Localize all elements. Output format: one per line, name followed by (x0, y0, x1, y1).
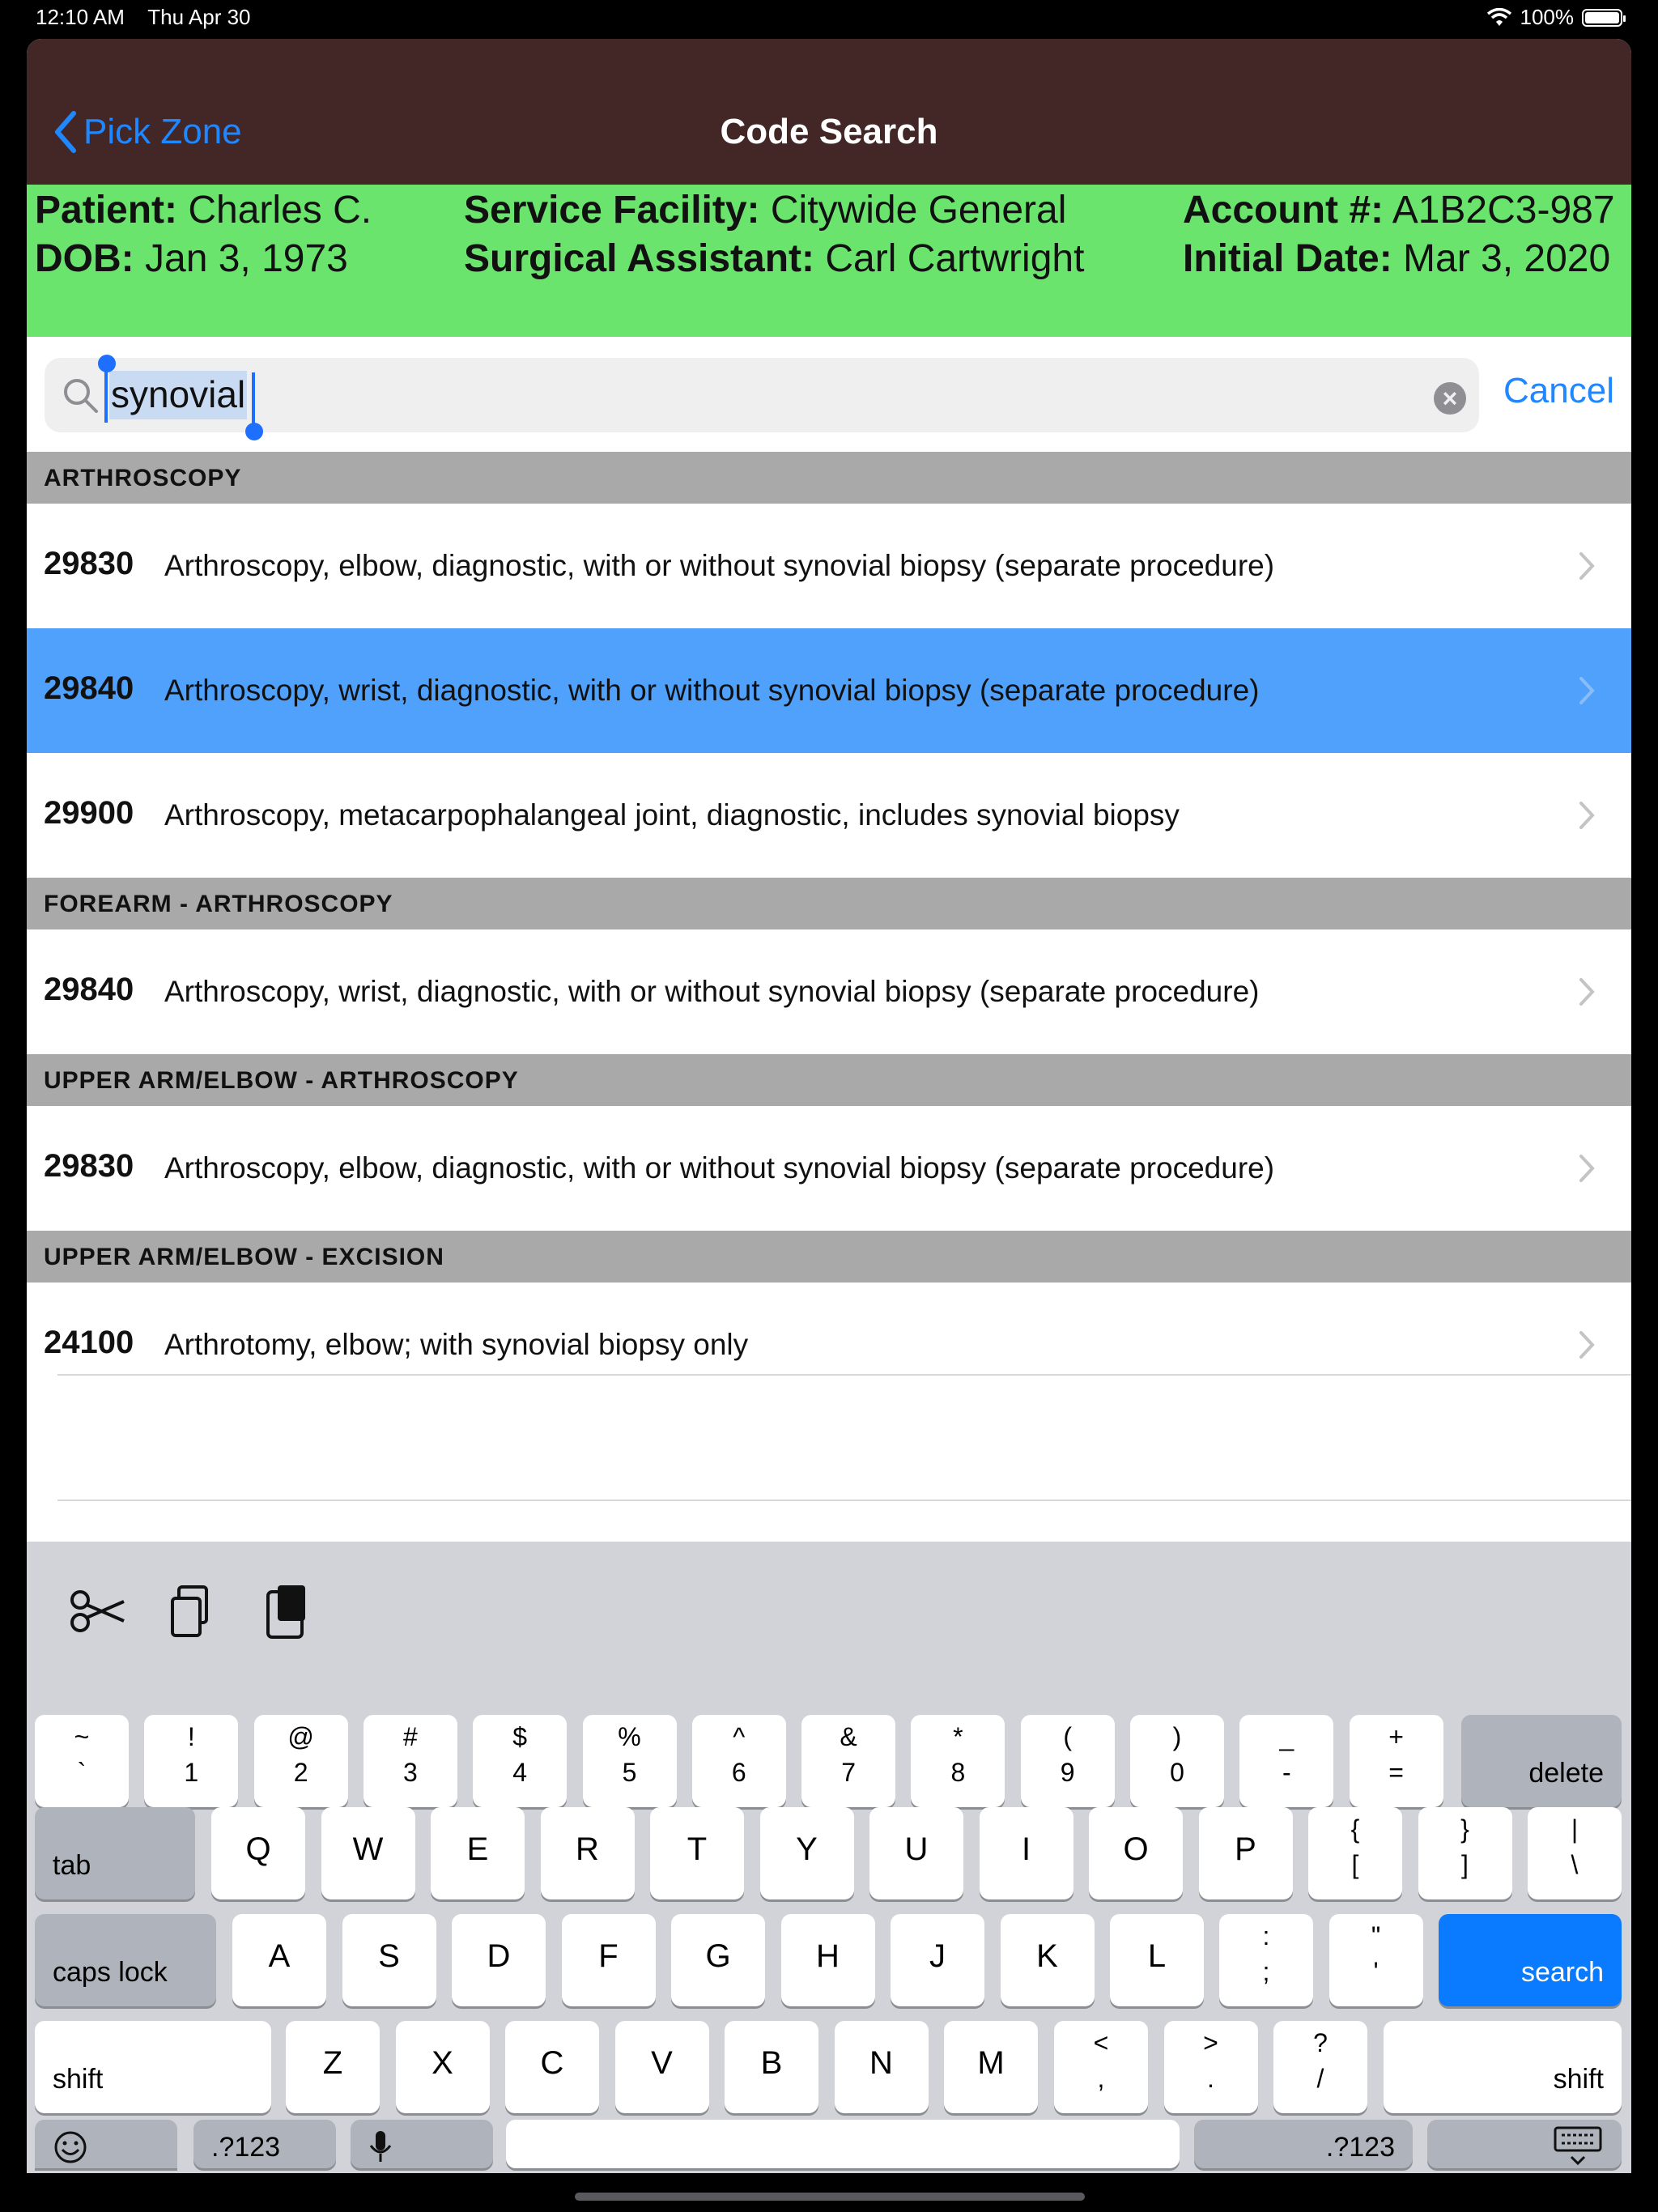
row-separator (57, 1374, 1631, 1376)
key-label: X (432, 2045, 453, 2081)
search-icon (61, 376, 100, 415)
code-description: Arthroscopy, elbow, diagnostic, with or without synovial biopsy (separate procedure) (164, 1151, 1275, 1185)
key-label: R (576, 1831, 599, 1867)
key-v[interactable] (615, 2021, 709, 2113)
patient-info-banner (27, 185, 1631, 337)
key-3[interactable] (363, 1715, 457, 1807)
key-symbol[interactable] (1308, 1807, 1402, 1899)
patient-column (35, 186, 372, 283)
key-label: ' (1373, 1957, 1379, 1986)
tab-key[interactable] (35, 1807, 195, 1899)
section-header (27, 452, 1631, 504)
key-label: = (1388, 1758, 1404, 1787)
key-label: search (1520, 1957, 1604, 1988)
list-item-selected[interactable] (27, 628, 1631, 753)
key-label: S (378, 1938, 400, 1974)
key-label: 7 (841, 1758, 856, 1787)
key-0[interactable] (1130, 1715, 1224, 1807)
assistant-value: Carl Cartwright (825, 237, 1085, 280)
code-description: Arthroscopy, elbow, diagnostic, with or without synovial biopsy (separate procedure) (164, 549, 1275, 582)
key-label: % (618, 1722, 641, 1751)
facility-column (464, 186, 1084, 283)
key-label: W (352, 1831, 384, 1867)
status-time: 12:10 AM (36, 5, 125, 29)
key-d[interactable] (452, 1914, 546, 2006)
key-label: 9 (1060, 1758, 1075, 1787)
key-label: A (268, 1938, 291, 1974)
microphone-icon (368, 2129, 393, 2165)
key-q[interactable] (211, 1807, 305, 1899)
key-label: 6 (731, 1758, 746, 1787)
key-label: C (540, 2045, 564, 2081)
key-1[interactable] (144, 1715, 238, 1807)
key-a[interactable] (232, 1914, 326, 2006)
initial-date-label: Initial Date: (1183, 237, 1392, 280)
key-h[interactable] (781, 1914, 875, 2006)
emoji-key[interactable] (35, 2120, 177, 2168)
key-s[interactable] (342, 1914, 436, 2006)
key-g[interactable] (671, 1914, 765, 2006)
numbers-key-right[interactable] (1194, 2120, 1413, 2168)
status-time-date (36, 5, 251, 30)
key-label: .?123 (1325, 2132, 1395, 2163)
key-label: ) (1172, 1722, 1182, 1751)
list-item[interactable] (27, 1106, 1631, 1231)
key-r[interactable] (541, 1807, 635, 1899)
key-u[interactable] (869, 1807, 963, 1899)
code-description: Arthroscopy, wrist, diagnostic, with or without synovial biopsy (separate procedure) (164, 674, 1260, 707)
key-label: O (1123, 1831, 1149, 1867)
account-column (1183, 186, 1615, 283)
key-label: $ (512, 1722, 528, 1751)
paste-icon[interactable] (255, 1579, 320, 1644)
chevron-right-icon (1578, 976, 1596, 1007)
key-8[interactable] (911, 1715, 1005, 1807)
section-header-label: FOREARM - ARTHROSCOPY (44, 891, 393, 917)
key-label: 1 (184, 1758, 199, 1787)
status-bar (0, 0, 1658, 37)
key-label: 2 (293, 1758, 308, 1787)
key-5[interactable] (583, 1715, 677, 1807)
key-label: [ (1351, 1850, 1359, 1879)
key-symbol[interactable] (1054, 2021, 1148, 2113)
key-label: ` (77, 1758, 87, 1787)
scissors-icon[interactable] (67, 1579, 132, 1644)
search-input[interactable] (45, 358, 1479, 432)
home-indicator[interactable] (575, 2193, 1085, 2201)
chevron-right-icon (1578, 1329, 1596, 1360)
key-label: .?123 (211, 2132, 281, 2163)
key-label: Z (322, 2045, 343, 2081)
section-header (27, 878, 1631, 929)
key-symbol[interactable] (1528, 1807, 1622, 1899)
navigation-bar (27, 39, 1631, 185)
key-c[interactable] (505, 2021, 599, 2113)
key-n[interactable] (835, 2021, 929, 2113)
key-label: H (816, 1938, 840, 1974)
list-item[interactable] (27, 1283, 1631, 1407)
selection-end-handle[interactable] (252, 372, 255, 429)
account-value: A1B2C3-987 (1392, 189, 1615, 232)
key--[interactable] (1239, 1715, 1333, 1807)
key-label: & (840, 1722, 857, 1751)
key-k[interactable] (1001, 1914, 1095, 2006)
code-description: Arthroscopy, metacarpophalangeal joint, diagnostic, includes synovial biopsy (164, 798, 1180, 832)
patient-value: Charles C. (188, 189, 372, 232)
code-number: 29830 (44, 1148, 134, 1184)
key-label: N (869, 2045, 893, 2081)
code-number: 24100 (44, 1325, 134, 1360)
key-symbol[interactable] (1273, 2021, 1367, 2113)
page-title: Code Search (720, 112, 938, 151)
section-header (27, 1231, 1631, 1283)
initial-date-value: Mar 3, 2020 (1403, 237, 1611, 280)
battery-percent: 100% (1520, 5, 1574, 29)
code-number: 29840 (44, 972, 134, 1007)
key-label: - (1282, 1758, 1291, 1787)
chevron-right-icon (1578, 675, 1596, 706)
key-l[interactable] (1110, 1914, 1204, 2006)
key-label: } (1460, 1814, 1469, 1844)
key-w[interactable] (321, 1807, 415, 1899)
dob-value: Jan 3, 1973 (145, 237, 348, 280)
status-date: Thu Apr 30 (147, 5, 251, 29)
key-f[interactable] (562, 1914, 656, 2006)
key-label: { (1350, 1814, 1360, 1844)
key-label: ^ (733, 1722, 746, 1751)
key-label: ! (187, 1722, 195, 1751)
key-label: / (1316, 2064, 1324, 2093)
back-button-label: Pick Zone (83, 112, 242, 151)
section-header (27, 1054, 1631, 1106)
code-description: Arthrotomy, elbow; with synovial biopsy only (164, 1328, 749, 1361)
key-symbol[interactable] (1329, 1914, 1423, 2006)
search-query-text[interactable]: synovial (109, 371, 247, 419)
key-label: _ (1279, 1722, 1295, 1751)
key-label: Q (245, 1831, 271, 1867)
key-label: L (1147, 1938, 1167, 1974)
numbers-key[interactable] (193, 2120, 336, 2168)
wifi-icon (1486, 8, 1512, 28)
list-item[interactable] (27, 753, 1631, 878)
key-label: D (487, 1938, 511, 1974)
key-label: J (929, 1938, 946, 1974)
status-right (1486, 5, 1623, 30)
battery-icon (1582, 9, 1622, 27)
key-label: ; (1262, 1957, 1270, 1986)
section-header-label: ARTHROSCOPY (44, 465, 242, 491)
shift-right-key[interactable] (1384, 2021, 1622, 2113)
key-label: 3 (402, 1758, 418, 1787)
row-separator (57, 1499, 1631, 1501)
key-symbol[interactable] (1164, 2021, 1258, 2113)
key-label: shift (1553, 2064, 1604, 2095)
dictation-key[interactable] (351, 2120, 493, 2168)
key-label: M (977, 2045, 1005, 2081)
key-label: < (1093, 2028, 1109, 2057)
key-7[interactable] (801, 1715, 895, 1807)
search-bar (27, 337, 1631, 452)
key-label: " (1371, 1921, 1381, 1950)
key-y[interactable] (760, 1807, 854, 1899)
delete-key[interactable] (1461, 1715, 1622, 1807)
key-label: shift (53, 2064, 104, 2095)
section-header-label: UPPER ARM/ELBOW - EXCISION (44, 1244, 444, 1270)
key-4[interactable] (473, 1715, 567, 1807)
key-label: @ (287, 1722, 314, 1751)
list-item[interactable] (27, 929, 1631, 1054)
key-label: K (1036, 1938, 1058, 1974)
copy-icon[interactable] (161, 1579, 226, 1644)
key-label: ( (1063, 1722, 1073, 1751)
chevron-right-icon (1578, 1153, 1596, 1184)
keyboard (27, 1542, 1631, 2173)
key-x[interactable] (396, 2021, 490, 2113)
key-label: B (760, 2045, 783, 2081)
dob-label: DOB: (35, 237, 134, 280)
key-label: Y (796, 1831, 818, 1867)
key-j[interactable] (891, 1914, 984, 2006)
cancel-button[interactable]: Cancel (1503, 371, 1614, 410)
key-label: \ (1571, 1850, 1579, 1879)
selection-start-handle[interactable] (104, 366, 108, 423)
key-label: 0 (1170, 1758, 1184, 1787)
key-label: , (1097, 2064, 1105, 2093)
selection-start-knob[interactable] (98, 355, 116, 372)
app-window (27, 39, 1631, 2173)
key-label: : (1262, 1921, 1270, 1950)
key-t[interactable] (650, 1807, 744, 1899)
key-label: > (1203, 2028, 1218, 2057)
code-number: 29900 (44, 795, 134, 831)
key-=[interactable] (1350, 1715, 1443, 1807)
chevron-right-icon (1578, 800, 1596, 831)
key-label: T (687, 1831, 708, 1867)
key-`[interactable] (35, 1715, 129, 1807)
key-label: caps lock (53, 1957, 168, 1988)
key-label: 4 (512, 1758, 528, 1787)
assistant-label: Surgical Assistant: (464, 237, 815, 280)
key-p[interactable] (1199, 1807, 1293, 1899)
key-m[interactable] (944, 2021, 1038, 2113)
key-label: I (1021, 1831, 1031, 1867)
facility-label: Service Facility: (464, 189, 760, 232)
code-number: 29840 (44, 670, 134, 706)
patient-label: Patient: (35, 189, 178, 232)
key-label: # (402, 1722, 418, 1751)
key-label: ~ (74, 1722, 90, 1751)
hide-keyboard-key[interactable] (1427, 2120, 1622, 2168)
key-label: F (598, 1938, 619, 1974)
clear-search-icon[interactable]: × (1434, 382, 1466, 415)
search-key[interactable] (1439, 1914, 1622, 2006)
caps-lock-key[interactable] (35, 1914, 216, 2006)
key-label: U (904, 1831, 929, 1867)
chevron-right-icon (1578, 551, 1596, 581)
account-label: Account #: (1183, 189, 1384, 232)
key-o[interactable] (1089, 1807, 1183, 1899)
code-description: Arthroscopy, wrist, diagnostic, with or without synovial biopsy (separate procedure) (164, 975, 1260, 1008)
key-label: tab (53, 1850, 91, 1881)
key-label: 5 (622, 1758, 637, 1787)
section-header-label: UPPER ARM/ELBOW - ARTHROSCOPY (44, 1067, 519, 1094)
key-label: delete (1528, 1758, 1604, 1789)
key-9[interactable] (1021, 1715, 1115, 1807)
facility-value: Citywide General (770, 189, 1067, 232)
key-label: E (466, 1831, 489, 1867)
code-number: 29830 (44, 546, 134, 581)
key-label: V (651, 2045, 673, 2081)
key-label: 8 (950, 1758, 966, 1787)
selection-end-knob[interactable] (245, 423, 263, 440)
key-e[interactable] (431, 1807, 525, 1899)
key-label: G (705, 1938, 731, 1974)
key-label: + (1388, 1722, 1404, 1751)
keyboard-dismiss-icon (1554, 2126, 1602, 2167)
key-label: * (953, 1722, 963, 1751)
key-6[interactable] (692, 1715, 786, 1807)
key-label: . (1207, 2064, 1214, 2093)
shift-left-key[interactable] (35, 2021, 271, 2113)
emoji-icon (53, 2129, 88, 2165)
key-symbol[interactable] (1418, 1807, 1512, 1899)
key-2[interactable] (254, 1715, 348, 1807)
key-label: | (1571, 1814, 1579, 1844)
key-label: P (1235, 1831, 1256, 1867)
key-i[interactable] (980, 1807, 1073, 1899)
list-item[interactable] (27, 504, 1631, 628)
key-symbol[interactable] (1219, 1914, 1313, 2006)
space-bar[interactable] (506, 2120, 1180, 2168)
key-label: ? (1313, 2028, 1328, 2057)
key-z[interactable] (286, 2021, 380, 2113)
key-label: ] (1461, 1850, 1469, 1879)
key-b[interactable] (725, 2021, 818, 2113)
